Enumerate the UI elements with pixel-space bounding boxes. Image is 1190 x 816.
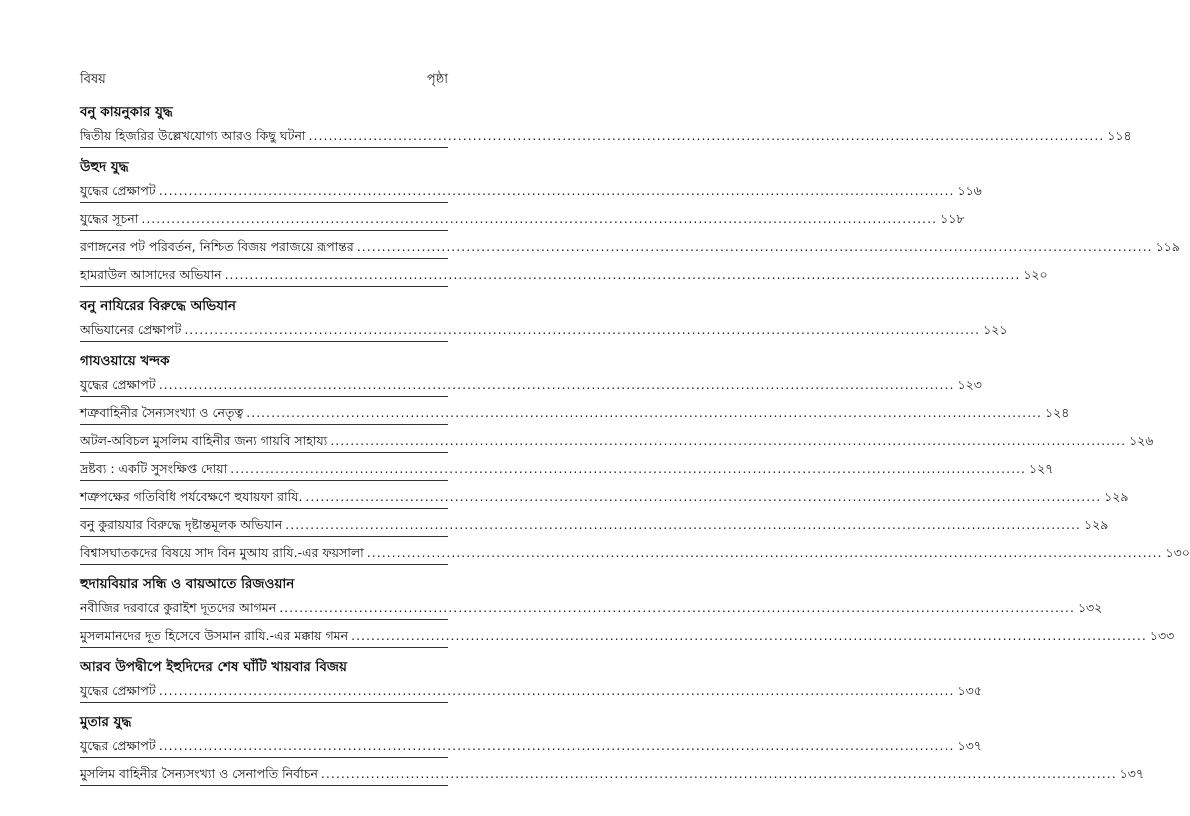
section-title: আরব উপদ্বীপে ইহুদিদের শেষ ঘাঁটি খায়বার বিজয় xyxy=(80,659,347,675)
entry-title: দ্বিতীয় হিজরির উল্লেখযোগ্য আরও কিছু ঘটনা xyxy=(80,128,306,143)
toc-list xyxy=(80,101,1190,786)
section-title: গাযওয়ায়ে খন্দক xyxy=(80,353,170,369)
toc-entry xyxy=(80,319,1008,342)
entry-title: যুদ্ধের সূচনা xyxy=(80,211,139,226)
entry-page-number: ১১৪ xyxy=(1107,128,1132,143)
entry-title: রণাঙ্গনের পট পরিবর্তন, নিশ্চিত বিজয় পরাজয়ে রূপান্তর xyxy=(80,239,354,254)
dot-leader xyxy=(351,625,1147,646)
entry-title: অভিযানের প্রেক্ষাপট xyxy=(80,322,182,337)
dot-leader xyxy=(367,542,1163,563)
entry-title: যুদ্ধের প্রেক্ষাপট xyxy=(80,183,156,198)
section-title: মুতার যুদ্ধ xyxy=(80,714,132,730)
dot-leader xyxy=(279,597,1075,618)
section-title: হুদায়বিয়ার সন্ধি ও বায়আতে রিজওয়ান xyxy=(80,576,295,592)
dot-leader xyxy=(159,680,955,701)
entry-page-number: ১২৬ xyxy=(1129,433,1154,448)
dot-leader xyxy=(246,402,1042,423)
dot-leader xyxy=(184,319,980,340)
entry-page-number: ১২৭ xyxy=(1029,461,1054,476)
section-title: বনু কায়নুকার যুদ্ধ xyxy=(80,104,173,120)
dot-leader xyxy=(159,735,955,756)
toc-section xyxy=(80,711,1145,786)
toc-section xyxy=(80,573,1175,648)
toc-header xyxy=(80,70,448,91)
dot-leader xyxy=(159,180,955,201)
entry-title: বনু কুরায়যার বিরুদ্ধে দৃষ্টান্তমূলক অভিযান xyxy=(80,517,283,532)
toc-entry xyxy=(80,430,1154,453)
entry-page-number: ১৩৭ xyxy=(957,738,982,753)
entry-page-number: ১১৮ xyxy=(940,211,965,226)
dot-leader xyxy=(309,125,1105,146)
entry-title: যুদ্ধের প্রেক্ষাপট xyxy=(80,377,156,392)
entry-page-number: ১৩৫ xyxy=(957,683,982,698)
entry-title: মুসলিম বাহিনীর সৈন্যসংখ্যা ও সেনাপতি নির্বাচন xyxy=(80,766,318,781)
toc-entry xyxy=(80,458,1054,481)
toc-entry xyxy=(80,680,982,703)
entry-title: অটল-অবিচল মুসলিম বাহিনীর জন্য গায়বি সাহায্য xyxy=(80,433,328,448)
entry-page-number: ১৩০ xyxy=(1165,545,1190,560)
entry-title: যুদ্ধের প্রেক্ষাপট xyxy=(80,683,156,698)
toc-entry xyxy=(80,542,1190,565)
toc-section xyxy=(80,656,982,703)
section-title: বনু নাযিরের বিরুদ্ধে অভিযান xyxy=(80,298,236,314)
entry-title: শত্রুবাহিনীর সৈন্যসংখ্যা ও নেতৃত্ব xyxy=(80,405,244,420)
entry-page-number: ১২৯ xyxy=(1104,489,1129,504)
page-heading: পৃষ্ঠা xyxy=(426,72,448,87)
toc-entry xyxy=(80,763,1145,786)
dot-leader xyxy=(159,374,955,395)
toc-entry xyxy=(80,735,982,758)
dot-leader xyxy=(321,763,1117,784)
dot-leader xyxy=(330,430,1126,451)
entry-title: নবীজির দরবারে কুরাইশ দূতদের আগমন xyxy=(80,600,277,615)
toc-entry xyxy=(80,402,1070,425)
dot-leader xyxy=(305,486,1101,507)
toc-entry xyxy=(80,486,1129,509)
entry-page-number: ১২৪ xyxy=(1045,405,1070,420)
dot-leader xyxy=(225,264,1021,285)
dot-leader xyxy=(230,458,1026,479)
entry-page-number: ১২৩ xyxy=(957,377,982,392)
entry-page-number: ১১৬ xyxy=(957,183,982,198)
entry-page-number: ১৩২ xyxy=(1077,600,1103,615)
toc-entry xyxy=(80,597,1103,620)
toc-section xyxy=(80,101,1132,148)
toc-entry xyxy=(80,625,1175,648)
section-title: উহুদ যুদ্ধ xyxy=(80,159,129,175)
entry-title: শত্রুপক্ষের গতিবিধি পর্যবেক্ষণে হুযায়ফা রাযি. xyxy=(80,489,303,504)
toc-entry xyxy=(80,514,1109,537)
entry-page-number: ১২০ xyxy=(1023,267,1048,282)
entry-page-number: ১১৯ xyxy=(1155,239,1180,254)
toc-entry xyxy=(80,125,1132,148)
toc-entry xyxy=(80,180,982,203)
toc-entry xyxy=(80,374,982,397)
toc-section xyxy=(80,156,1180,287)
toc-entry xyxy=(80,236,1180,259)
entry-page-number: ১২১ xyxy=(983,322,1008,337)
entry-title: যুদ্ধের প্রেক্ষাপট xyxy=(80,738,156,753)
entry-page-number: ১৩৩ xyxy=(1149,628,1175,643)
entry-page-number: ১২৯ xyxy=(1084,517,1109,532)
toc-entry xyxy=(80,208,965,231)
toc-section xyxy=(80,295,1008,342)
entry-title: দ্রষ্টব্য : একটি সুসংক্ষিপ্ত দোয়া xyxy=(80,461,228,476)
dot-leader xyxy=(285,514,1081,535)
subject-heading: বিষয় xyxy=(80,72,106,87)
entry-page-number: ১৩৭ xyxy=(1119,766,1145,781)
entry-title: হামরাউল আসাদের অভিযান xyxy=(80,267,222,282)
entry-title: বিশ্বাসঘাতকদের বিষয়ে সাদ বিন মুআয রাযি.-এর ফয়সালা xyxy=(80,545,364,560)
dot-leader xyxy=(141,208,937,229)
entry-title: মুসলমানদের দূত হিসেবে উসমান রাযি.-এর মক্কায় গমন xyxy=(80,628,349,643)
dot-leader xyxy=(357,236,1153,257)
toc-section xyxy=(80,350,1190,565)
toc-entry xyxy=(80,264,1048,287)
